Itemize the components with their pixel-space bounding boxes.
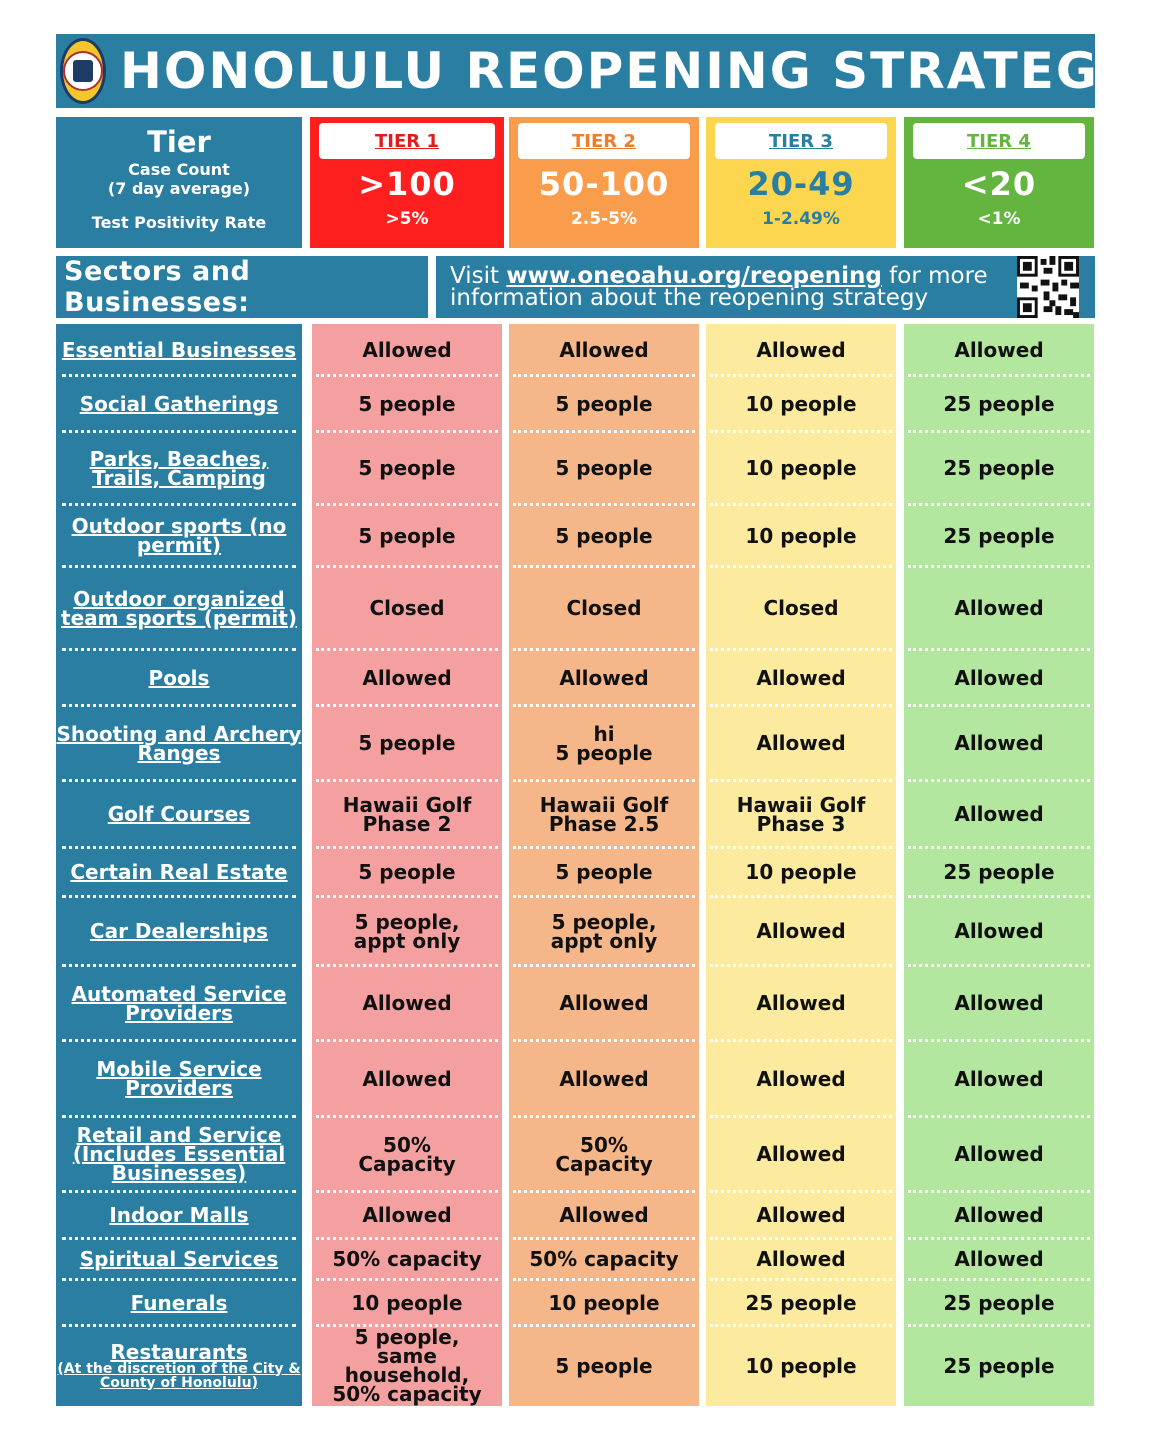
tier-1-cell: 10 people: [351, 1290, 463, 1315]
tier-2-cell: 50% Capacity: [555, 1132, 653, 1176]
sector-label[interactable]: [56, 567, 302, 650]
sector-label-text: Automated Service Providers: [71, 981, 287, 1025]
tier-3-cell: Allowed: [756, 1142, 846, 1166]
sector-label[interactable]: [56, 376, 302, 432]
tier-2-cell: 5 people: [555, 391, 653, 416]
tier-1-cell: 5 people, same household, 50% capacity: [332, 1325, 482, 1406]
tier-1-cell: Allowed: [362, 991, 452, 1015]
visit-line-2: information about the reopening strategy: [450, 285, 929, 311]
tier-card-2: [509, 117, 699, 248]
tier-1-cell: Hawaii Golf Phase 2: [342, 792, 472, 836]
sector-label[interactable]: [56, 432, 302, 505]
tier-case-count: >100: [358, 165, 456, 203]
reopening-link[interactable]: www.oneoahu.org/reopening: [506, 263, 882, 289]
tier-1-cell: Allowed: [362, 665, 452, 690]
tier-4-cell: Allowed: [954, 337, 1044, 362]
tier-positivity-rate: 2.5-5%: [570, 209, 638, 229]
tier-4-cell: Allowed: [954, 919, 1044, 943]
tier-heading: Tier: [147, 125, 211, 159]
tier-4-cell: 25 people: [943, 523, 1055, 548]
tier-3-cell: 25 people: [745, 1290, 857, 1315]
sector-label-text: Funerals: [130, 1290, 228, 1315]
tier-3-cell: 10 people: [745, 860, 857, 884]
sector-label-text: Spiritual Services: [79, 1247, 279, 1271]
sector-label[interactable]: [56, 1117, 302, 1192]
case-count-label: Case Count: [128, 160, 230, 179]
tier-4-cell: Allowed: [954, 665, 1044, 690]
tier-4-cell: Allowed: [954, 1066, 1044, 1091]
sector-label[interactable]: [56, 706, 302, 781]
tier-1-cell: 50% capacity: [332, 1247, 482, 1271]
tier-3-cell: Hawaii Golf Phase 3: [736, 792, 866, 836]
tier-positivity-rate: 1-2.49%: [762, 209, 840, 229]
sector-label-text: Golf Courses: [107, 802, 251, 826]
visit-info: [436, 256, 1095, 318]
sector-label-text: Mobile Service Providers: [96, 1057, 262, 1100]
tier-4-cell: Allowed: [954, 1142, 1044, 1166]
title-bar: [56, 34, 1137, 108]
tier-2-cell: Closed: [566, 596, 642, 620]
sector-label-text: Retail and Service (Includes Essential Businesses): [72, 1123, 286, 1185]
tier-4-cell: Allowed: [954, 802, 1044, 826]
sector-label[interactable]: [56, 505, 302, 567]
tier-positivity-rate: <1%: [977, 209, 1021, 229]
tier-4-cell: Allowed: [954, 731, 1044, 755]
tier-1-cell: 50% Capacity: [358, 1132, 456, 1176]
tier-2-cell: Allowed: [559, 337, 649, 362]
tier-4-cell: 25 people: [943, 1290, 1055, 1315]
tier-3-cell: Allowed: [756, 1203, 846, 1227]
case-count-note: (7 day average): [107, 179, 251, 198]
tier-header: [56, 117, 302, 248]
sector-label-text: Essential Businesses: [61, 337, 297, 362]
sector-label-text: Pools: [148, 665, 210, 690]
tier-1-cell: 5 people: [358, 731, 456, 755]
tier-4-cell: 25 people: [943, 1353, 1055, 1378]
sector-label-text: Restaurants: [110, 1339, 248, 1364]
tier-2-cell: 50% capacity: [529, 1247, 679, 1271]
sector-label-text: Parks, Beaches, Trails, Camping: [89, 446, 269, 490]
tier-1-cell: 5 people: [358, 391, 456, 416]
tier-2-cell: 5 people, appt only: [550, 909, 658, 953]
sectors-heading: Sectors and Businesses:: [56, 256, 428, 318]
tier-case-count: 50-100: [538, 165, 670, 203]
sector-label[interactable]: [56, 1041, 302, 1117]
tier-2-cell: Allowed: [559, 1203, 649, 1227]
tier-positivity-rate: >5%: [385, 209, 429, 229]
sector-label-text: Shooting and Archery Ranges: [56, 721, 302, 765]
sector-sublabel: (At the discretion of the City & County of Honolulu): [57, 1360, 301, 1391]
tier-2-cell: 10 people: [548, 1290, 660, 1315]
sector-label-text: Indoor Malls: [109, 1203, 249, 1227]
tier-3-cell: Allowed: [756, 665, 846, 690]
tier-1-cell: 5 people: [358, 523, 456, 548]
city-seal-icon: [60, 38, 106, 104]
tier-2-cell: Allowed: [559, 665, 649, 690]
tier-2-cell: 5 people: [555, 456, 653, 480]
visit-line-1: Visit www.oneoahu.org/reopening for more: [450, 263, 988, 289]
sector-label[interactable]: [56, 650, 302, 706]
tier-label[interactable]: TIER 1: [319, 123, 495, 159]
tier-3-cell: 10 people: [745, 456, 857, 480]
tier-3-cell: 10 people: [745, 1353, 857, 1378]
qr-code-icon: [1017, 256, 1079, 318]
sector-label-text: Outdoor organized team sports (permit): [61, 586, 297, 630]
tier-4-cell: 25 people: [943, 456, 1055, 480]
tier-2-cell: 5 people: [555, 1353, 653, 1378]
sector-label-text: Outdoor sports (no permit): [71, 514, 287, 557]
tier-3-cell: Allowed: [756, 919, 846, 943]
tier-3-cell: Closed: [763, 596, 839, 620]
tier-4-cell: 25 people: [943, 860, 1055, 884]
sector-label[interactable]: [56, 1326, 302, 1406]
tier-card-3: [706, 117, 896, 248]
tier-4-cell: 25 people: [943, 391, 1055, 416]
tier-1-cell: Closed: [369, 596, 445, 620]
page-title: HONOLULU REOPENING STRATEGY: [120, 42, 1137, 100]
positivity-label: Test Positivity Rate: [91, 213, 267, 232]
tier-3-cell: Allowed: [756, 1247, 846, 1271]
sector-label[interactable]: [56, 324, 302, 376]
tier-2-cell: Allowed: [559, 1066, 649, 1091]
tier-3-cell: Allowed: [756, 731, 846, 755]
tier-2-cell: Allowed: [559, 991, 649, 1015]
sector-label-text: Social Gatherings: [79, 391, 279, 416]
tier-3-cell: Allowed: [756, 337, 846, 362]
sector-label[interactable]: [56, 848, 302, 897]
sector-label[interactable]: [56, 1280, 302, 1326]
tier-2-cell: 5 people: [555, 523, 653, 548]
sector-label-text: Car Dealerships: [89, 919, 269, 943]
tier-1-cell: Allowed: [362, 1203, 452, 1227]
tier-2-cell: hi 5 people: [555, 721, 653, 765]
tier-1-cell: Allowed: [362, 337, 452, 362]
tier-case-count: <20: [961, 165, 1037, 203]
tier-case-count: 20-49: [747, 165, 855, 203]
sector-label[interactable]: [56, 897, 302, 966]
tier-4-cell: Allowed: [954, 991, 1044, 1015]
tier-1-cell: 5 people, appt only: [353, 909, 461, 953]
sector-label-text: Certain Real Estate: [70, 860, 288, 884]
tier-card-4: [904, 117, 1094, 248]
tier-3-cell: Allowed: [756, 1066, 846, 1091]
tier-4-cell: Allowed: [954, 596, 1044, 620]
tier-4-cell: Allowed: [954, 1247, 1044, 1271]
tier-4-cell: Allowed: [954, 1203, 1044, 1227]
tier-1-cell: 5 people: [358, 456, 456, 480]
tier-1-cell: 5 people: [358, 860, 456, 884]
tier-1-cell: Allowed: [362, 1066, 452, 1091]
tier-label[interactable]: TIER 2: [518, 123, 690, 159]
tier-3-cell: 10 people: [745, 391, 857, 416]
tier-label[interactable]: TIER 3: [715, 123, 887, 159]
tier-3-cell: 10 people: [745, 523, 857, 548]
sector-label[interactable]: [56, 1239, 302, 1280]
tier-card-1: [310, 117, 504, 248]
sector-label[interactable]: [56, 966, 302, 1041]
sector-label[interactable]: [56, 1192, 302, 1239]
tier-label[interactable]: TIER 4: [913, 123, 1085, 159]
tier-2-cell: 5 people: [555, 860, 653, 884]
tier-2-cell: Hawaii Golf Phase 2.5: [539, 792, 669, 836]
tier-3-cell: Allowed: [756, 991, 846, 1015]
sector-label[interactable]: [56, 781, 302, 848]
